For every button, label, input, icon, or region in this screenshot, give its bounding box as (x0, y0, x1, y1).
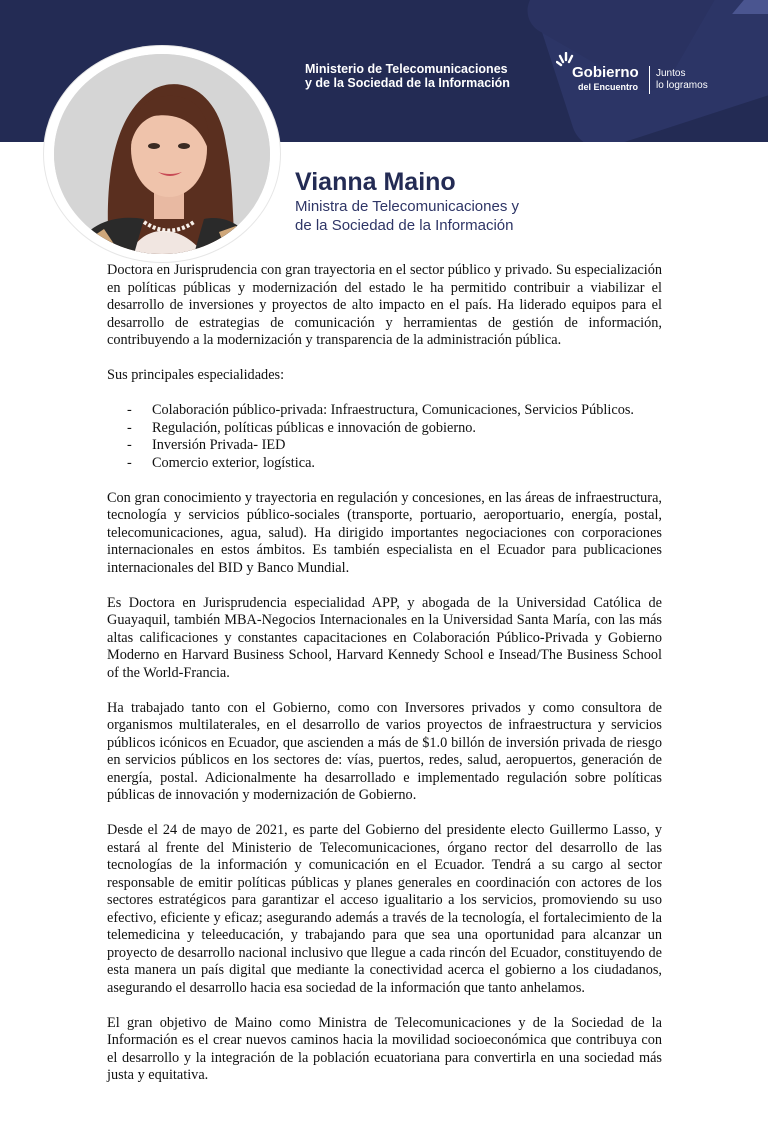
specialty-text: Inversión Privada- IED (152, 437, 286, 453)
slogan (656, 68, 708, 92)
specialty-item (107, 455, 662, 473)
specialties-heading: Sus principales especialidades: (107, 367, 285, 383)
ministry-name-line2: y de la Sociedad de la Información (305, 76, 510, 90)
specialty-text: Regulación, políticas públicas e innovación de gobierno. (152, 419, 476, 436)
ministry-name (305, 62, 510, 90)
logo-divider (649, 66, 650, 94)
specialty-item (107, 437, 662, 455)
dash-bullet: - (127, 454, 132, 471)
specialties-list (107, 402, 662, 472)
logo-text-gobierno: Gobierno (572, 64, 639, 81)
logo-text-encuentro: del Encuentro (578, 82, 639, 92)
bio-paragraph: Doctora en Jurisprudencia con gran trayectoria en el sector público y privado. Su especialización en políticas públicas y modernización del estado le ha permitido contribuir a viabilizar el desarrollo de inversiones y proyectos de alto impacto en el país. Ha liderado equipos para el desarrollo de estrategias de comunicación y herramientas de gestión de información, contribuyendo a la modernización y transparencia de la administración pública. (107, 262, 662, 348)
bio-paragraph: Con gran conocimiento y trayectoria en regulación y concesiones, en las áreas de infraestructura, tecnología y servicios público-sociales (transporte, portuario, aeroportuario, energía, postal, telecomunicaciones, agua, salud). Ha dirigido importantes negociaciones con corporaciones internacionales en estos ámbitos. Es también especialista en el Ecuador para publicaciones internacionales del BID y Banco Mundial. (107, 489, 662, 576)
person-role-line1: Ministra de Telecomunicaciones y (295, 198, 519, 215)
dash-bullet: - (127, 402, 132, 418)
bio-paragraph: El gran objetivo de Maino como Ministra de Telecomunicaciones y de la Sociedad de la Información es el crear nuevos caminos hacia la movilidad socioeconómica que contribuya con el desarrollo y la integración de la población ecuatoriana para convertirla en una sociedad más justa y equitativa. (107, 1014, 662, 1083)
specialty-text: Comercio exterior, logística. (152, 454, 315, 471)
biography-body (107, 262, 662, 1102)
portrait-illustration (54, 54, 270, 254)
bio-paragraph: Es Doctora en Jurisprudencia especialidad APP, y abogada de la Universidad Católica de Guayaquil, también MBA-Negocios Internacionales en la Universidad Santa María, con las más altas calificaciones y constantes capacitaciones en Colaboración Público-Privada y Gobierno Moderno en Harvard Business School, Harvard Kennedy School e Insead/The Business School of the World-Francia. (107, 594, 662, 681)
person-role (295, 197, 519, 235)
slogan-line2: lo logramos (656, 80, 708, 91)
specialty-item (107, 402, 662, 420)
specialty-text: Colaboración público-privada: Infraestructura, Comunicaciones, Servicios Públicos. (152, 402, 634, 418)
person-role-line2: de la Sociedad de la Información (295, 217, 514, 234)
bio-paragraph: Ha trabajado tanto con el Gobierno, como con Inversores privados y como consultora de organismos multilaterales, en el desarrollo de varios proyectos de infraestructura y servicios públicos icónicos en Ecuador, que ascienden a más de $1.0 billón de inversión privada de riesgo en servicios públicos en los sectores de: vías, puertos, redes, salud, aeropuertos, generación de energía, postal. Adicionalmente ha desarrollado e implementado regulación sobre políticas públicas de innovación y modernización de Gobierno. (107, 699, 662, 803)
portrait-photo (54, 54, 270, 254)
slogan-line1: Juntos (656, 68, 686, 79)
specialty-item (107, 420, 662, 438)
dash-bullet: - (127, 437, 132, 453)
person-name: Vianna Maino (295, 168, 456, 196)
bio-paragraph: Desde el 24 de mayo de 2021, es parte del Gobierno del presidente electo Guillermo Lasso, y estará al frente del Ministerio de Telecomunicaciones, órgano rector del desarrollo de las tecnologías de la información y comunicación en el Ecuador. Tendrá a su cargo al sector responsable de emitir políticas públicas y planes generales en coordinación con actores de los sectores estratégicos para garantizar el acceso igualitario a los servicios, promoviendo su uso efectivo, eficiente y eficaz; asegurando además a través de la tecnología, el fortalecimiento de la telemedicina y teleeducación, y trabajando para que sea una oportunidad para alcanzar un proyecto de desarrollo nacional inclusivo que llegue a cada rincón del Ecuador, constituyendo de esta manera un país digital que mediante la conectividad acerca el gobierno a los ciudadanos, asegurando el desarrollo hacia esa sociedad de la información que tanto anhelamos. (107, 822, 662, 996)
ministry-name-line1: Ministerio de Telecomunicaciones (305, 62, 508, 76)
dash-bullet: - (127, 419, 132, 436)
